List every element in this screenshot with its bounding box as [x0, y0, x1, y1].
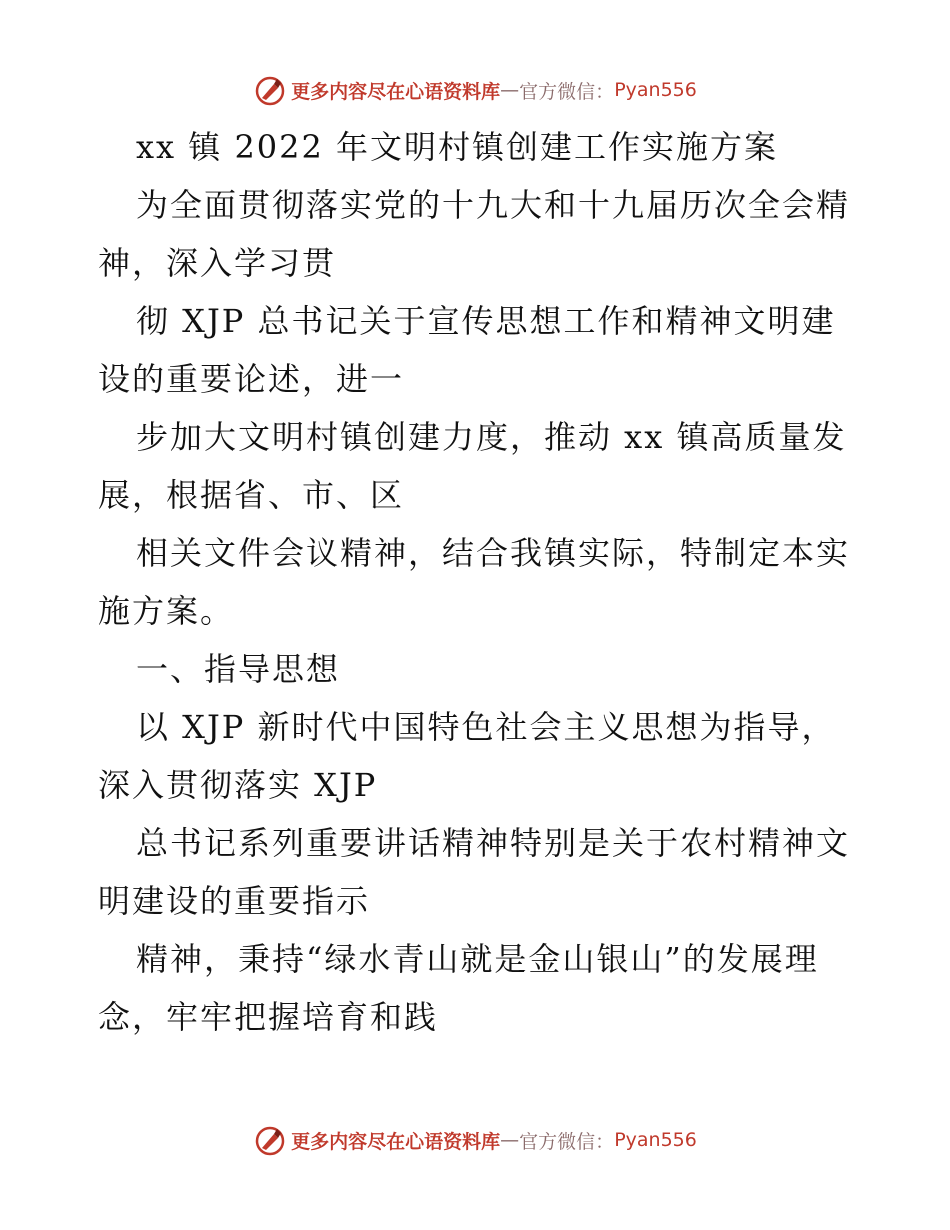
- document-line: 以 XJP 新时代中国特色社会主义思想为指导，: [136, 708, 836, 746]
- watermark-footer: [0, 1120, 950, 1160]
- watermark-official: 官方微信：: [519, 1130, 615, 1153]
- pen-circle-icon: [253, 1123, 287, 1157]
- document-line: 为全面贯彻落实党的十九大和十九届历次全会精: [136, 186, 851, 224]
- watermark-dash: —: [500, 79, 520, 101]
- document-line: 设的重要论述，进一: [98, 360, 405, 398]
- document-line: 念，牢牢把握培育和践: [98, 998, 439, 1036]
- watermark-header: [0, 70, 950, 110]
- document-line: 神，深入学习贯: [98, 244, 337, 282]
- watermark-brand: 更多内容尽在心语资料库: [291, 1130, 501, 1153]
- watermark-official: 官方微信：: [519, 80, 615, 103]
- document-line: 相关文件会议精神，结合我镇实际，特制定本实: [136, 534, 851, 572]
- document-line: 施方案。: [98, 592, 235, 630]
- document-line: 精神，秉持“绿水青山就是金山银山”的发展理: [136, 940, 819, 978]
- watermark-handle: Pyan556: [614, 1129, 697, 1151]
- watermark-handle: Pyan556: [614, 79, 697, 101]
- document-body: [98, 118, 858, 1046]
- document-line: 一、指导思想: [136, 650, 341, 688]
- pen-circle-icon: [253, 73, 287, 107]
- document-line: 彻 XJP 总书记关于宣传思想工作和精神文明建: [136, 302, 836, 340]
- document-line: 展，根据省、市、区: [98, 476, 405, 514]
- document-line: 步加大文明村镇创建力度，推动 xx 镇高质量发: [136, 418, 847, 456]
- document-line: 深入贯彻落实 XJP: [98, 766, 378, 804]
- document-line: 总书记系列重要讲话精神特别是关于农村精神文: [136, 824, 851, 862]
- document-line: xx 镇 2022 年文明村镇创建工作实施方案: [136, 128, 779, 166]
- watermark-brand: 更多内容尽在心语资料库: [291, 80, 501, 103]
- document-line: 明建设的重要指示: [98, 882, 371, 920]
- watermark-dash: —: [500, 1129, 520, 1151]
